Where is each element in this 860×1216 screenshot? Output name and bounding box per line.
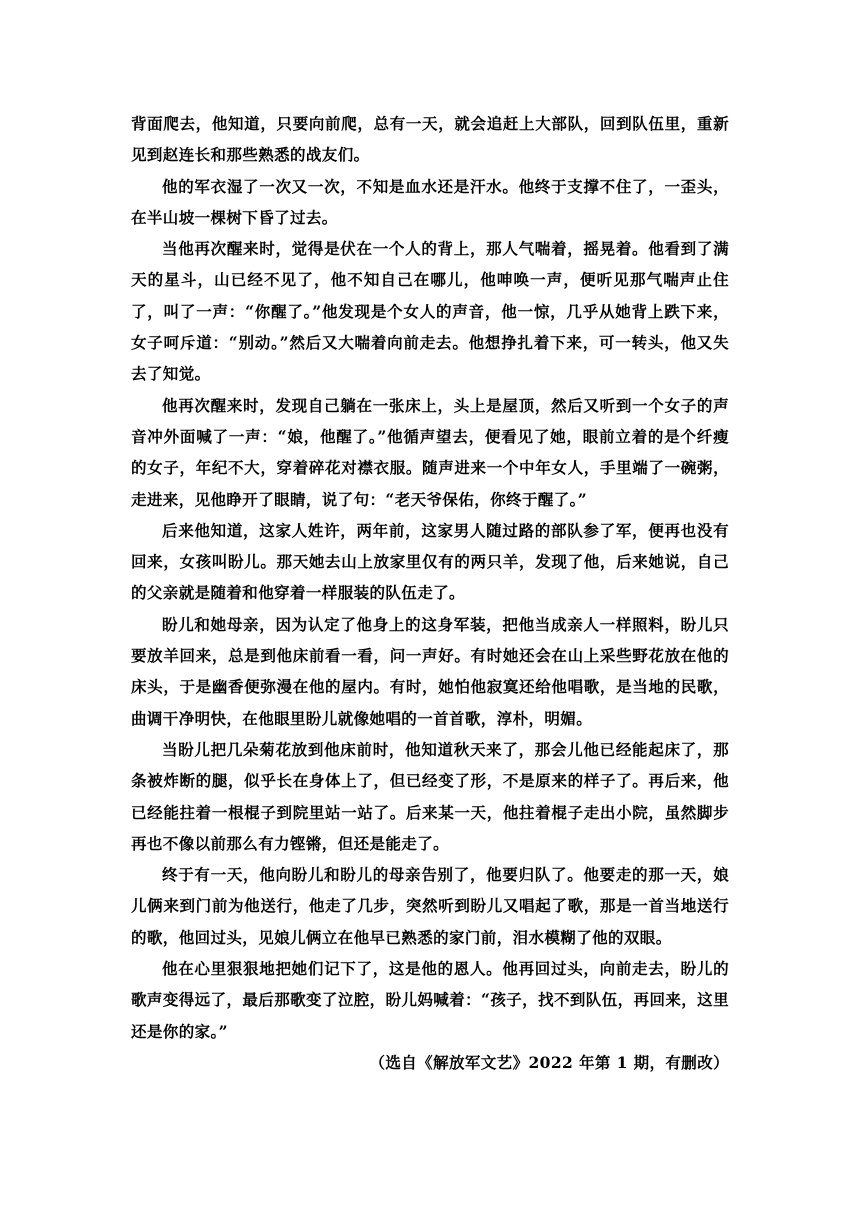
paragraph-5: 后来他知道，这家人姓许，两年前，这家男人随过路的部队参了军，便再也没有回来，女孩叫盼儿。那天她去山上放家里仅有的两只羊，发现了他，后来她说，自己的父亲就是随着和他穿着一样服装的队伍走了。 (131, 520, 729, 603)
source-citation: （选自《解放军文艺》2022 年第 1 期，有删改） (369, 1052, 729, 1072)
paragraph-6: 盼儿和她母亲，因为认定了他身上的这身军装，把他当成亲人一样照料，盼儿只要放羊回来，总是到他床前看一看，问一声好。有时她还会在山上采些野花放在他的床头，于是幽香便弥漫在他的屋内。有时，她怕他寂寞还给他唱歌，是当地的民歌，曲调干净明快，在他眼里盼儿就像她唱的一首首歌，淳朴，明媚。 (131, 614, 729, 728)
article-body (131, 108, 729, 1078)
paragraph-1: 背面爬去，他知道，只要向前爬，总有一天，就会追赶上大部队，回到队伍里，重新见到赵连长和那些熟悉的战友们。 (131, 114, 729, 165)
paragraph-7: 当盼儿把几朵菊花放到他床前时，他知道秋天来了，那会儿他已经能起床了，那条被炸断的腿，似乎长在身体上了，但已经变了形，不是原来的样子了。再后来，他已经能拄着一根棍子到院里站一站了。后来某一天，他拄着棍子走出小院，虽然脚步再也不像以前那么有力铿锵，但还是能走了。 (131, 739, 729, 853)
paragraph-3: 当他再次醒来时，觉得是伏在一个人的背上，那人气喘着，摇晃着。他看到了满天的星斗，山已经不见了，他不知自己在哪儿，他呻唤一声，便听见那气喘声止住了，叫了一声：“你醒了。”他发现是个女人的声音，他一惊，几乎从她背上跌下来，女子呵斥道：“别动。”然后又大喘着向前走去。他想挣扎着下来，可一转头，他又失去了知觉。 (131, 239, 729, 384)
paragraph-8: 终于有一天，他向盼儿和盼儿的母亲告别了，他要归队了。他要走的那一天，娘儿俩来到门前为他送行，他走了几步，突然听到盼儿又唱起了歌，那是一首当地送行的歌，他回过头，见娘儿俩立在他早已熟悉的家门前，泪水模糊了他的双眼。 (131, 865, 729, 947)
paragraph-4: 他再次醒来时，发现自己躺在一张床上，头上是屋顶，然后又听到一个女子的声音冲外面喊了一声：“娘，他醒了。”他循声望去，便看见了她，眼前立着的是个纤瘦的女子，年纪不大，穿着碎花对襟衣服。随声进来一个中年女人，手里端了一碗粥，走进来，见他睁开了眼睛，说了句：“老天爷保佑，你终于醒了。” (131, 395, 729, 509)
paragraph-2: 他的军衣湿了一次又一次，不知是血水还是汗水。他终于支撑不住了，一歪头，在半山坡一棵树下昏了过去。 (131, 176, 729, 227)
paragraph-9: 他在心里狠狠地把她们记下了，这是他的恩人。他再回过头，向前走去，盼儿的歌声变得远了，最后那歌变了泣腔，盼儿妈喊着：“孩子，找不到队伍，再回来，这里还是你的家。” (131, 959, 729, 1041)
